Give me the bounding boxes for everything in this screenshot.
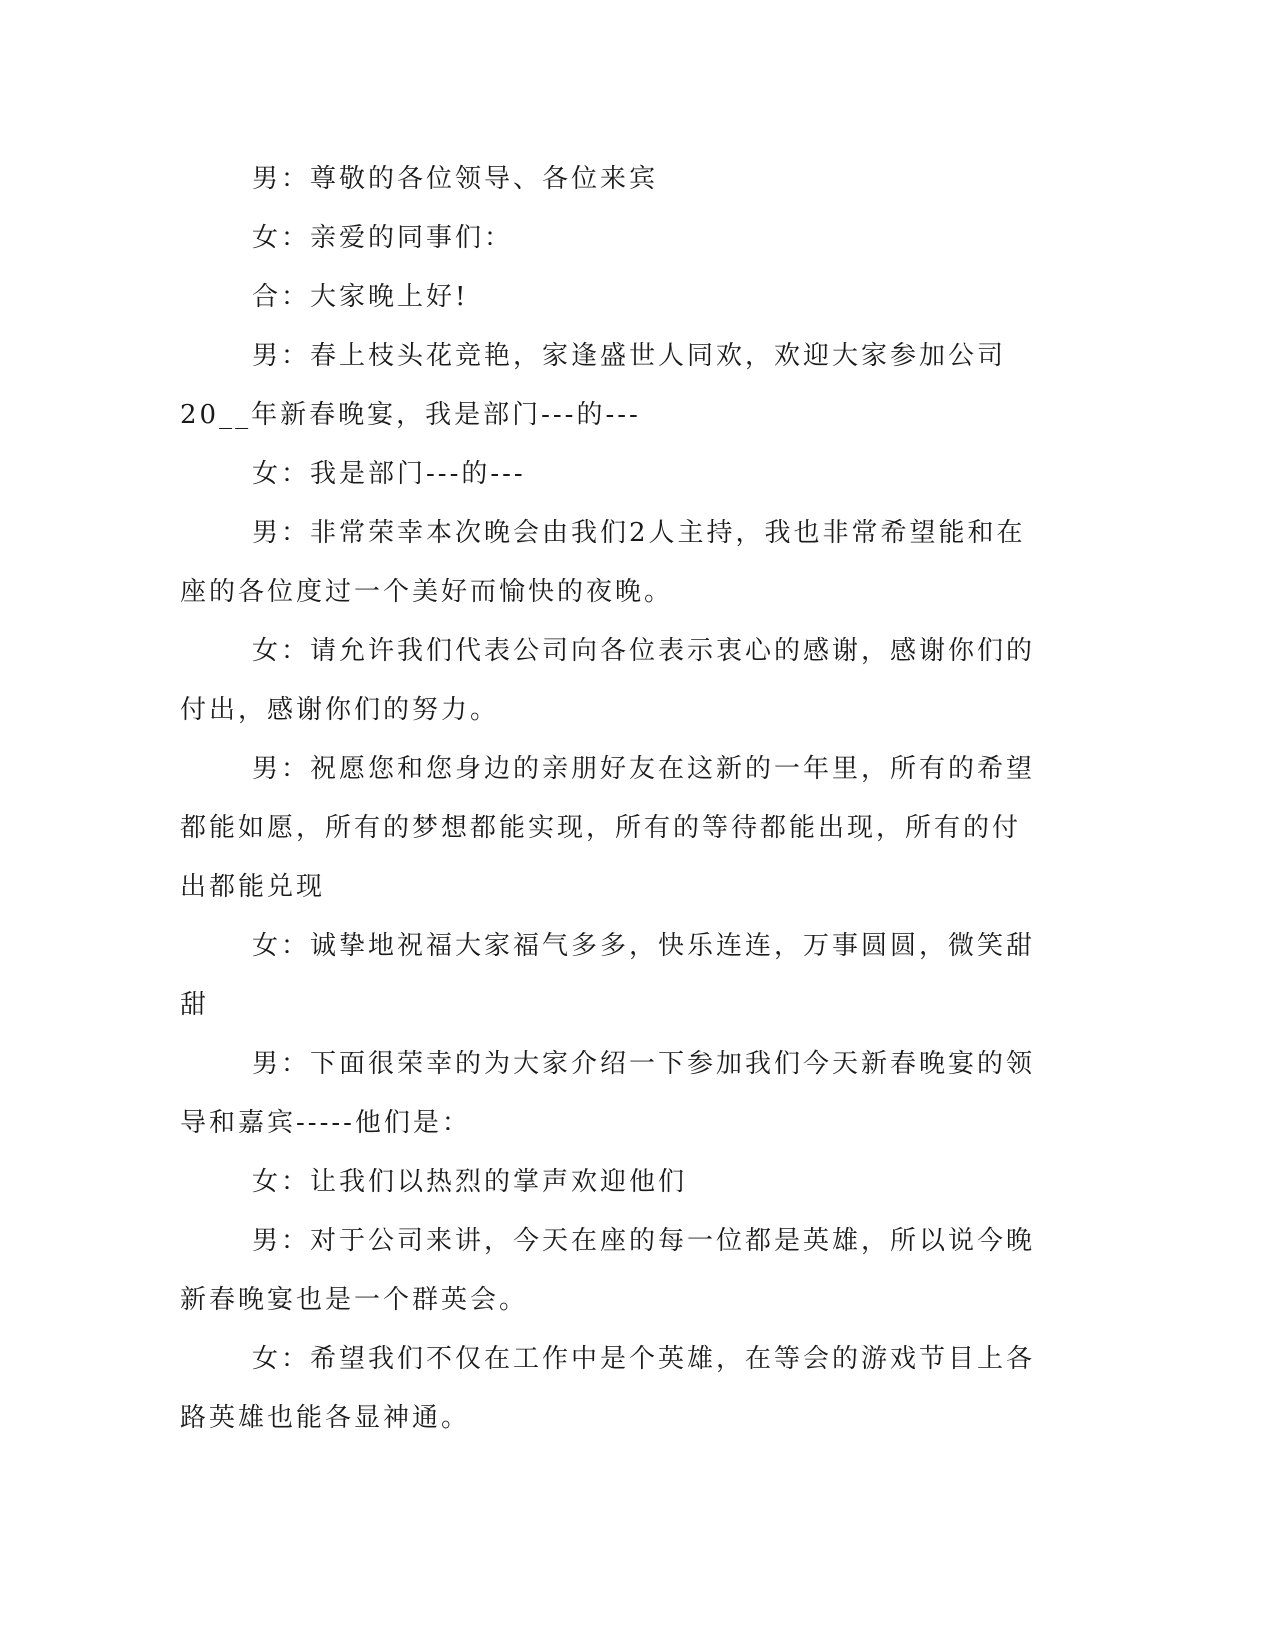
document-body <box>180 150 1040 1448</box>
paragraph-10: 男：下面很荣幸的为大家介绍一下参加我们今天新春晚宴的领导和嘉宾-----他们是： <box>180 1049 1036 1138</box>
paragraph-12: 男：对于公司来讲，今天在座的每一位都是英雄，所以说今晚新春晚宴也是一个群英会。 <box>180 1226 1036 1315</box>
paragraph-11: 女：让我们以热烈的掌声欢迎他们 <box>252 1167 688 1197</box>
paragraph-9: 女：诚挚地祝福大家福气多多，快乐连连，万事圆圆，微笑甜甜 <box>180 931 1036 1020</box>
paragraph-6: 男：非常荣幸本次晚会由我们2人主持，我也非常希望能和在座的各位度过一个美好而愉快的夜晚。 <box>180 518 1026 607</box>
paragraph-4: 男：春上枝头花竞艳，家逢盛世人同欢，欢迎大家参加公司20__年新春晚宴，我是部门---的--- <box>180 341 1007 430</box>
paragraph-2: 女：亲爱的同事们： <box>252 223 514 253</box>
paragraph-3: 合：大家晚上好! <box>252 282 469 312</box>
paragraph-1: 男：尊敬的各位领导、各位来宾 <box>252 164 659 194</box>
paragraph-13: 女：希望我们不仅在工作中是个英雄，在等会的游戏节目上各路英雄也能各显神通。 <box>180 1344 1036 1433</box>
paragraph-7: 女：请允许我们代表公司向各位表示衷心的感谢，感谢你们的付出，感谢你们的努力。 <box>180 636 1036 725</box>
paragraph-5: 女：我是部门---的--- <box>252 459 526 489</box>
paragraph-8: 男：祝愿您和您身边的亲朋好友在这新的一年里，所有的希望都能如愿，所有的梦想都能实现，所有的等待都能出现，所有的付出都能兑现 <box>180 754 1036 902</box>
